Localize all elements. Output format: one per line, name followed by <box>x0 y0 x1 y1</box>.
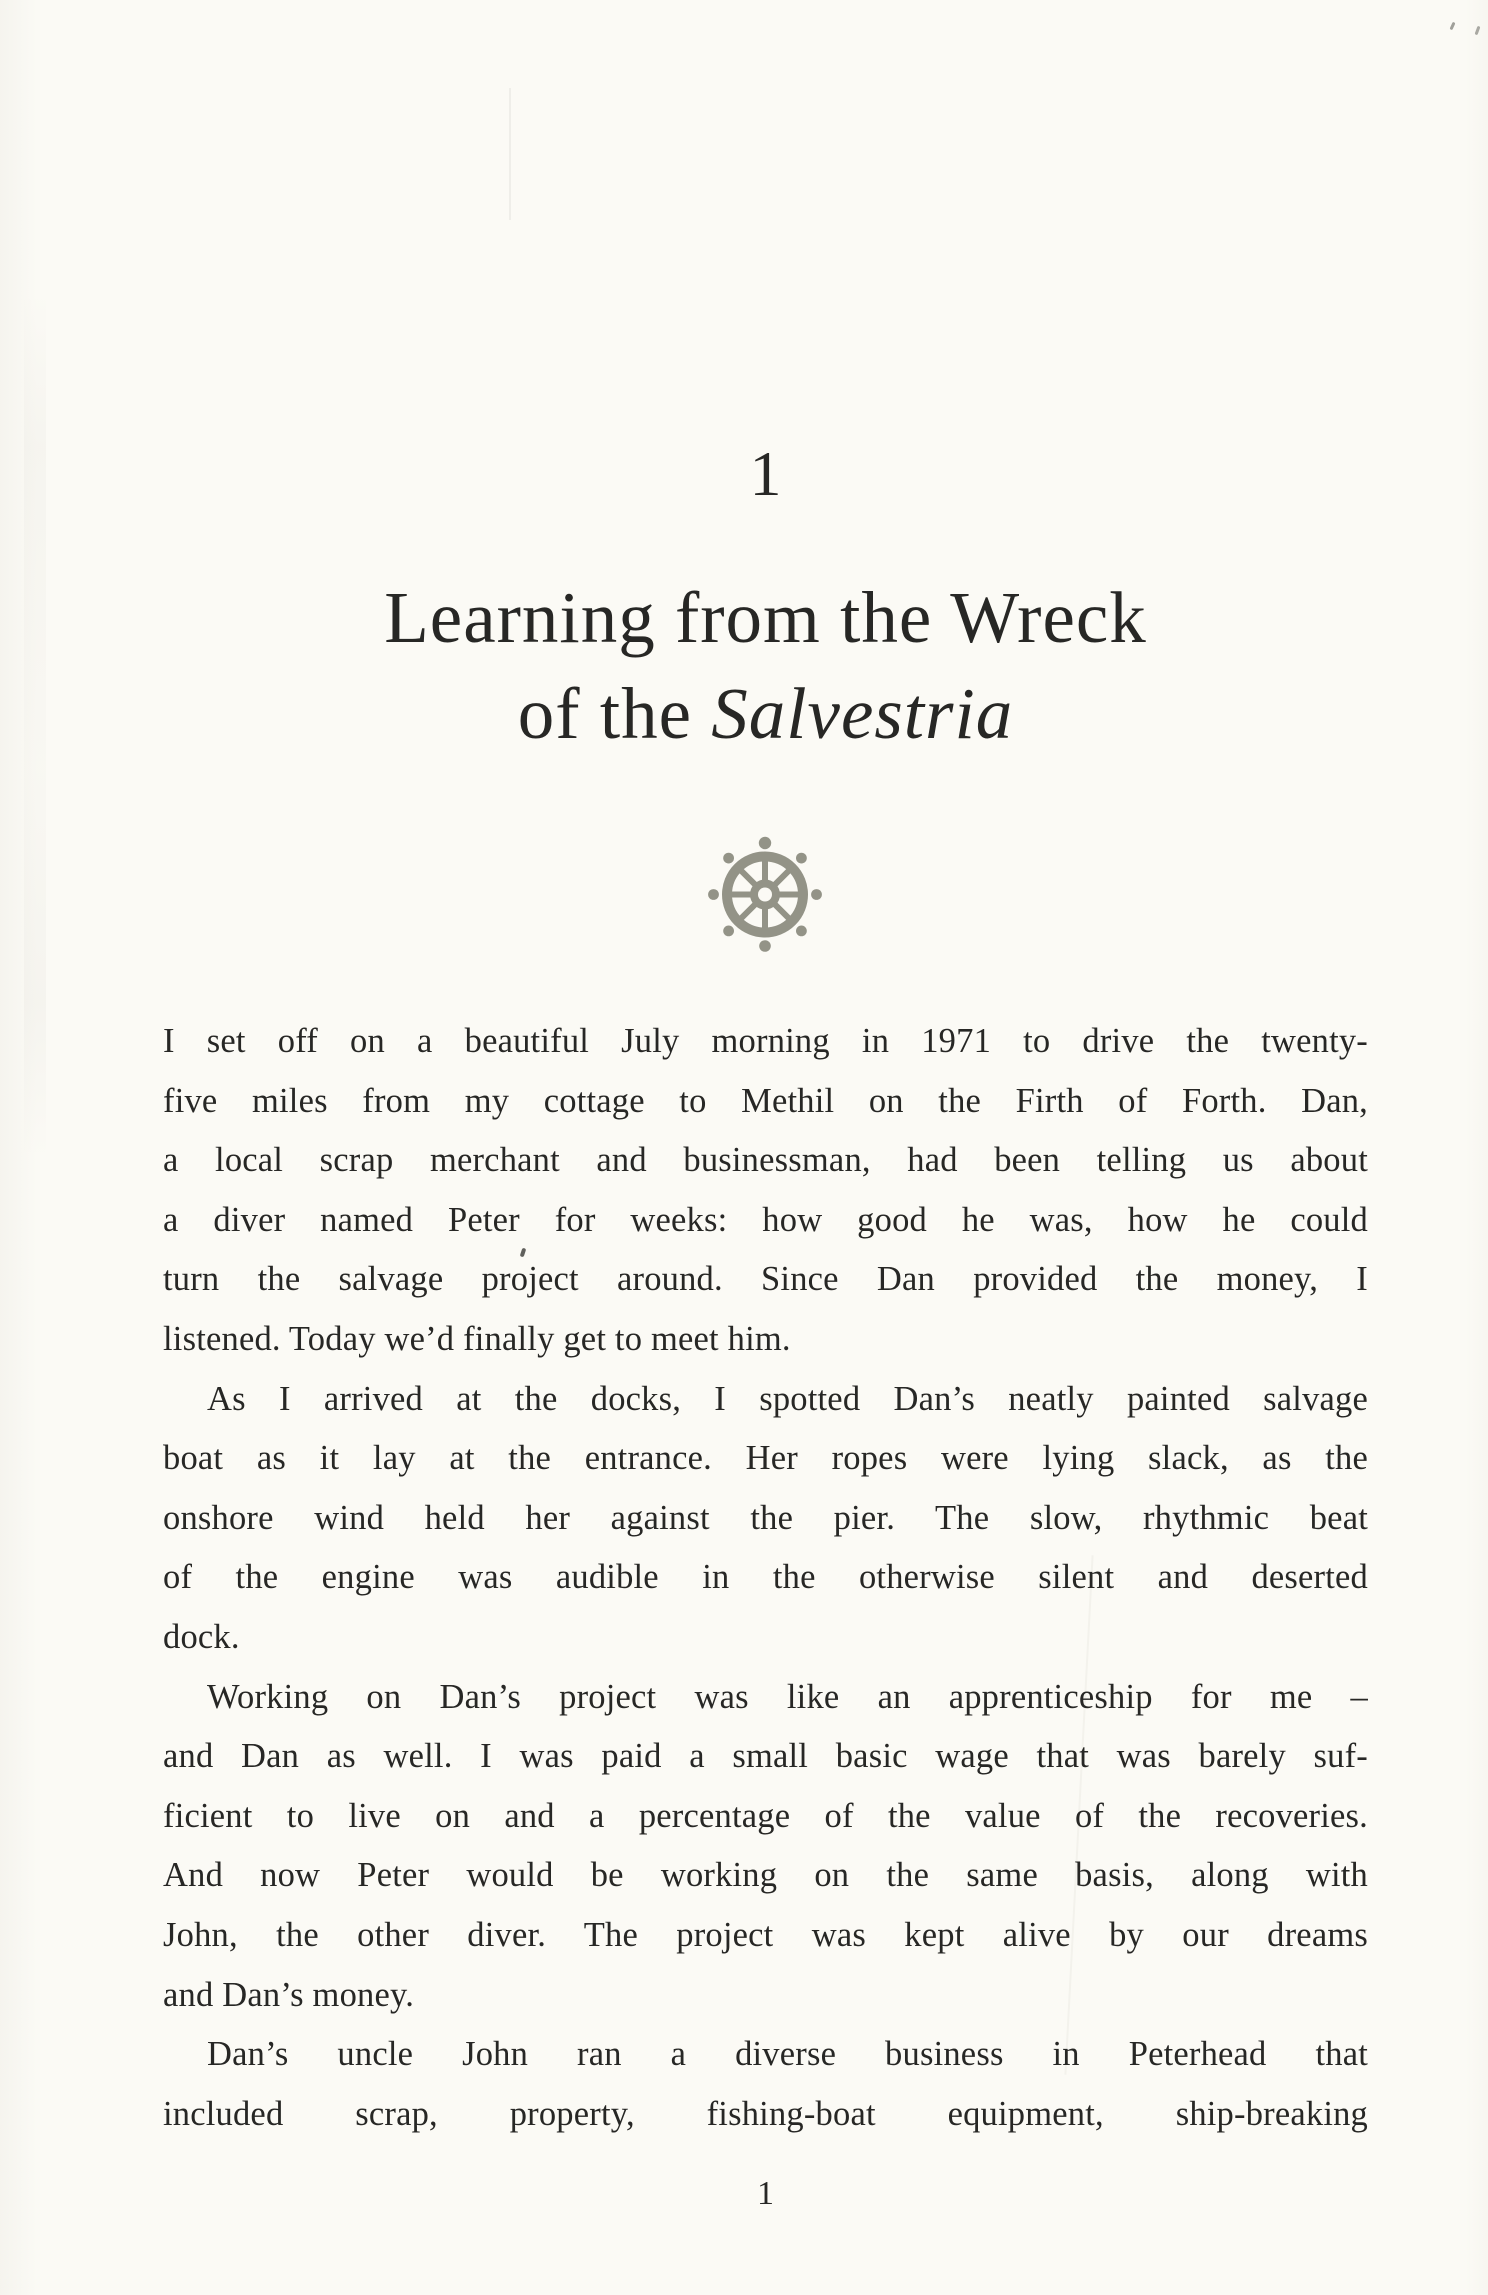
body-text <box>163 1012 1368 2144</box>
text-line: I set off on a beautiful July morning in 1971 to drive the twenty- <box>163 1022 1368 1060</box>
text-line: a local scrap merchant and businessman, had been telling us about <box>163 1141 1368 1180</box>
ships-wheel-icon <box>704 832 826 958</box>
chapter-title <box>113 570 1418 762</box>
scan-crease <box>509 88 511 220</box>
text-line: dock. <box>163 1617 240 1656</box>
page-number: 1 <box>757 2175 774 2212</box>
paragraph <box>163 1370 1368 1668</box>
text-line: listened. Today we’d finally get to meet him. <box>163 1319 791 1358</box>
text-line: ficient to live on and a percentage of the value of the recoveries. <box>163 1796 1368 1835</box>
chapter-title-line-2-regular: of the <box>517 673 712 754</box>
chapter-title-line-2 <box>113 666 1418 762</box>
text-line: and Dan as well. I was paid a small basic wage that was barely suf- <box>163 1737 1368 1776</box>
text-line: of the engine was audible in the otherwise silent and deserted <box>163 1558 1368 1597</box>
text-line: Dan’s uncle John ran a diverse business in Peterhead that <box>207 2035 1368 2074</box>
text-line: a diver named Peter for weeks: how good he was, how he could <box>163 1200 1368 1239</box>
scan-speck <box>1450 22 1456 31</box>
paragraph <box>163 2025 1368 2144</box>
chapter-title-line-1: Learning from the Wreck <box>384 577 1147 658</box>
text-line: included scrap, property, fishing-boat equipment, ship-breaking <box>163 2094 1368 2133</box>
scan-smudge <box>24 290 46 1160</box>
paragraph <box>163 1012 1368 1370</box>
text-line: As I arrived at the docks, I spotted Dan’s neatly painted salvage <box>207 1379 1368 1418</box>
text-line: John, the other diver. The project was kept alive by our dreams <box>163 1915 1368 1954</box>
text-line: And now Peter would be working on the same basis, along with <box>163 1856 1368 1895</box>
paragraph <box>163 1668 1368 2026</box>
text-line: turn the salvage project around. Since Dan provided the money, I <box>163 1260 1368 1299</box>
chapter-title-line-2-italic: Salvestria <box>711 673 1014 754</box>
text-line: five miles from my cottage to Methil on the Firth of Forth. Dan, <box>163 1081 1368 1120</box>
text-line: Working on Dan’s project was like an apprenticeship for me – <box>207 1677 1368 1716</box>
text-line: onshore wind held her against the pier. The slow, rhythmic beat <box>163 1498 1368 1537</box>
chapter-number: 1 <box>749 438 782 509</box>
text-line: boat as it lay at the entrance. Her ropes were lying slack, as the <box>163 1439 1368 1478</box>
text-line: and Dan’s money. <box>163 1975 415 2014</box>
scan-speck <box>1475 26 1481 35</box>
